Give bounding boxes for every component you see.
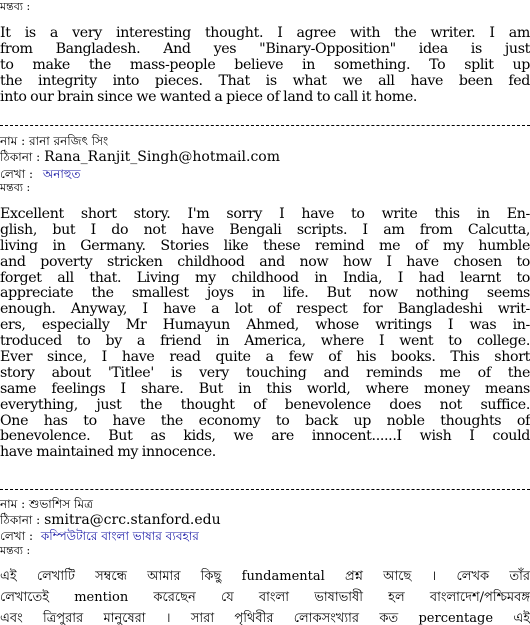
comment-line: It is a very interesting thought. I agree with the writer. I am — [0, 25, 530, 41]
comment-line: have maintained my innocence. — [0, 444, 216, 461]
address-value: smitra@crc.stanford.edu — [44, 512, 221, 528]
name-value: রানা রনজিৎ সিং — [29, 134, 109, 148]
comment-label: মন্তব্য : — [0, 544, 31, 557]
comment-line: from Bangladesh. And yes "Binary-Opposition" idea is just — [0, 40, 530, 57]
comment-line: everything, just the thought of benevolence does not suffice. — [0, 396, 530, 413]
name-label: নাম : — [0, 134, 26, 148]
writing-label: লেখা : — [0, 167, 34, 181]
comment-line: এবং ত্রিপুরার মানুষেরা । সারা পৃথিবীর লোকসংখ্যার কত percentage এই — [0, 611, 530, 625]
comment-line: troduced to by a friend in America, where I went to college. — [0, 333, 530, 350]
comment-line: the integrity into pieces. That is what we all have been fed — [0, 72, 530, 89]
comment-line: enough. Anyway, I have a lot of respect for Bangladeshi writ- — [0, 301, 530, 318]
entry-divider — [0, 125, 530, 126]
comment-line: glish, but I do not have Bengali scripts. I am from Calcutta, — [0, 221, 530, 238]
writing-row — [0, 167, 81, 181]
comment-line: এই লেখাটি সম্বন্ধে আমার কিছু fundamental প্রশ্ন আছে । লেখক তাঁর — [0, 569, 530, 584]
comment-text — [0, 26, 530, 105]
comment-line: ers, especially Mr Humayun Ahmed, whose writings I was in- — [0, 317, 530, 334]
writing-link[interactable]: কম্পিউটারে বাংলা ভাষার ব্যবহার — [40, 529, 199, 543]
comment-line: লেখাতেই mention করেছেন যে বাংলা ভাষাভাষী হল বাংলাদেশ/পশ্চিমবঙ্গ — [0, 590, 530, 605]
name-label: নাম : — [0, 497, 26, 511]
writing-row — [0, 529, 199, 543]
address-value: Rana_Ranjit_Singh@hotmail.com — [44, 149, 281, 165]
address-row — [0, 150, 280, 164]
entry-divider — [0, 489, 530, 490]
comment-text — [0, 207, 530, 461]
comment-line: and poverty stricken childhood and now how I have chosen to — [0, 253, 530, 270]
comment-text — [0, 566, 530, 625]
comment-line: benevolence. But as kids, we are innocent......I wish I could — [0, 428, 530, 445]
writing-label: লেখা : — [0, 529, 34, 543]
comment-line: appreciate the smallest joys in life. But now nothing seems — [0, 285, 530, 302]
comment-line: living in Germany. Stories like these remind me of my humble — [0, 237, 530, 254]
comment-line: same feelings I share. But in this world, where money means — [0, 380, 530, 397]
comment-label: মন্তব্য : — [0, 181, 31, 194]
address-label: ঠিকানা : — [0, 150, 41, 164]
address-label: ঠিকানা : — [0, 513, 41, 527]
writing-link[interactable]: অনাহুত — [42, 167, 81, 181]
comment-line: One has to have the economy to back up noble thoughts of — [0, 412, 530, 429]
comment-line: Ever since, I have read quite a few of his books. This short — [0, 349, 530, 366]
address-row — [0, 513, 221, 527]
name-value: শুভাশিস মিত্র — [29, 497, 93, 511]
comment-line: story about 'Titlee' is very touching and reminds me of the — [0, 364, 530, 381]
comment-label: মন্তব্য : — [0, 0, 31, 13]
comment-line: into our brain since we wanted a piece of land to call it home. — [0, 88, 418, 105]
comment-line: Excellent short story. I'm sorry I have to write this in En- — [0, 206, 530, 222]
name-row — [0, 497, 93, 511]
comment-line: to make the mass-people believe in something. To split up — [0, 56, 530, 73]
name-row — [0, 134, 108, 148]
comment-line: forget all that. Living my childhood in India, I had learnt to — [0, 269, 530, 286]
